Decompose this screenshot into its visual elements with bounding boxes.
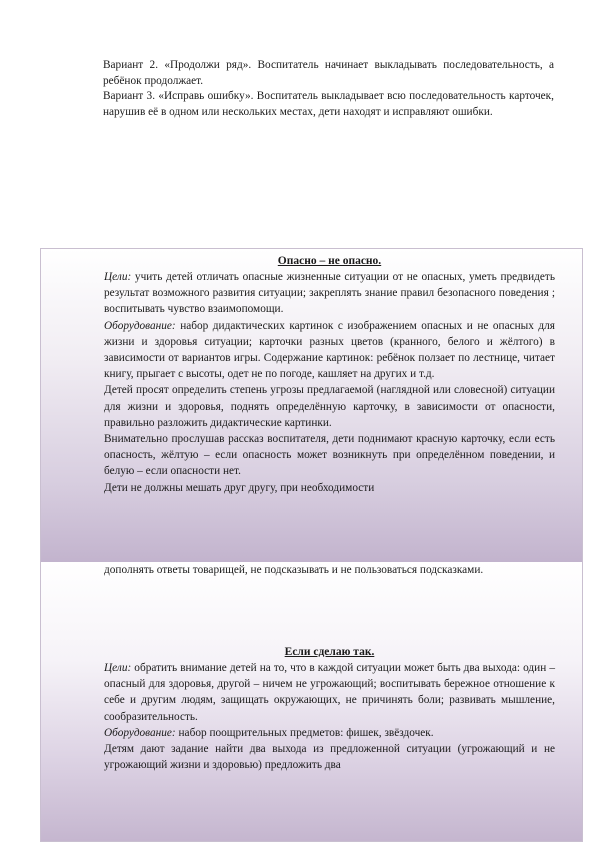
game1-equipment [104, 318, 555, 383]
game2-goals-label: Цели: [104, 662, 132, 674]
game1-equipment-label: Оборудование: [104, 319, 176, 332]
game2-goals [104, 660, 555, 725]
game2-goals-text: обратить внимание детей на то, что в каждой ситуации может быть два выхода: один – опасный для здоровья, другой – ничем не угрожающий; воспитывать бережное отношение к себе и другим людям, защищать окружающих, не причинять боли; развивать мышление, сообразительность. [104, 662, 555, 723]
variant-2-text: Вариант 2. «Продолжи ряд». Воспитатель начинает выкладывать последовательность, а ребёнок продолжает. [103, 59, 554, 87]
game1-content [104, 253, 555, 496]
variant-3-text: Вариант 3. «Исправь ошибку». Воспитатель выкладывает всю последовательность карточек, нарушив её в одном или нескольких местах, дети находят и исправляют ошибки. [103, 90, 554, 118]
game2-para1: Детям дают задание найти два выхода из предложенной ситуации (угрожающий и не угрожающий жизни и здоровью) предложить два [104, 743, 555, 772]
game1-goals-text: учить детей отличать опасные жизненные ситуации от не опасных, уметь предвидеть результат возможного развития ситуации; закреплять знание правил безопасного поведения ; воспитывать чувство взаимопомощи. [104, 271, 555, 316]
game1-para3-continued: дополнять ответы товарищей, не подсказывать и не пользоваться подсказками. [104, 564, 484, 576]
game2-equipment [104, 725, 555, 741]
game1-para3: Дети не должны мешать друг другу, при необходимости [104, 481, 375, 494]
game1-goals-label: Цели: [104, 271, 132, 283]
game-panel-dangerous [40, 248, 583, 564]
game2-equipment-label: Оборудование: [104, 726, 176, 739]
game1-title: Опасно – не опасно. [277, 255, 382, 267]
game1-goals [104, 269, 555, 318]
game2-content [104, 644, 555, 773]
game1-equipment-text: набор дидактических картинок с изображением опасных и не опасных для жизни и здоровья ситуации; карточки разных цветов (кранного, белого и жёлтого) в зависимости от вариантов игры. Содержание картинок: ребёнок ползает по лестнице, читает книгу, прыгает с высоты, одет не по погоде, кашляет на других и т.д. [104, 319, 555, 381]
game1-para2: Внимательно прослушав рассказ воспитателя, дети поднимают красную карточку, если есть опасность, жёлтую – если опасность может возникнуть при определённом поведении, и белую – если опасности нет. [104, 433, 555, 478]
intro-block [103, 58, 554, 120]
game1-para1: Детей просят определить степень угрозы предлагаемой (наглядной или словесной) ситуации для жизни и здоровья, поднять определённую карточку, в зависимости от опасности, правильно разложить дидактические картинки. [104, 384, 555, 429]
game2-equipment-text: набор поощрительных предметов: фишек, звёздочек. [175, 726, 434, 739]
game-panel-if-i-do [40, 562, 583, 842]
game2-title: Если сделаю так. [284, 646, 375, 658]
